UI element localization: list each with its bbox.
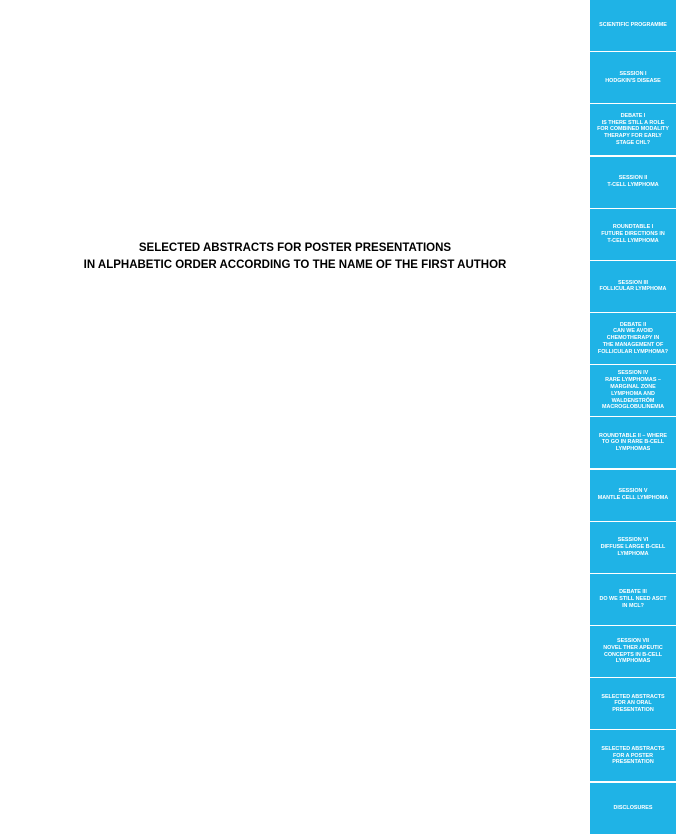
sidebar-item-label-line: MARGINAL ZONE [610, 383, 656, 390]
sidebar-item-session-6[interactable] [590, 522, 676, 573]
sidebar-item-debate-3[interactable] [590, 574, 676, 625]
sidebar-item-label [592, 22, 674, 29]
sidebar-item-label-line: RARE LYMPHOMAS – [605, 377, 661, 384]
sidebar-item-label-line: LYMPHOMA [617, 550, 649, 557]
page-title-line-2: IN ALPHABETIC ORDER ACCORDING TO THE NAME OF THE FIRST AUTHOR [83, 259, 507, 271]
sidebar-item-label-line: SESSION III [618, 279, 648, 286]
sidebar-item-label [592, 280, 674, 294]
sidebar-item-disclosures[interactable] [590, 783, 676, 834]
sidebar-item-label-line: SCIENTIFIC PROGRAMME [599, 22, 667, 29]
sidebar-item-label-line: IS THERE STILL A ROLE [601, 119, 665, 126]
sidebar-item-label-line: LYMPHOMAS [615, 446, 651, 453]
sidebar-item-label [592, 433, 674, 453]
sidebar-item-label-line: SESSION V [618, 488, 648, 495]
sidebar-item-label [592, 488, 674, 502]
sidebar-item-label-line: WALDENSTRÖM [611, 397, 655, 404]
sidebar-item-label-line: HODGKIN'S DISEASE [605, 77, 661, 84]
sidebar-item-label-line: FOR AN ORAL [614, 700, 652, 707]
sidebar-item-label [592, 113, 674, 147]
sidebar-item-oral-abstracts[interactable] [590, 678, 676, 729]
sidebar-item-label-line: CAN WE AVOID [613, 328, 653, 335]
sidebar-item-label-line: SESSION I [619, 70, 647, 77]
sidebar-item-label-line: SELECTED ABSTRACTS [601, 693, 665, 700]
sidebar-item-label [592, 224, 674, 244]
sidebar-item-roundtable-1[interactable] [590, 209, 676, 260]
sidebar-item-session-3[interactable] [590, 261, 676, 312]
sidebar-item-label-line: DIFFUSE LARGE B-CELL [600, 543, 666, 550]
sidebar-item-label-line: ROUNDTABLE II – WHERE [599, 432, 667, 439]
sidebar-item-label-line: TO GO IN RARE B-CELL [601, 439, 665, 446]
sidebar-item-label-line: NOVEL THER APEUTIC [603, 644, 663, 651]
sidebar-item-label-line: CHEMOTHERAPY IN [606, 335, 660, 342]
sidebar-item-label-line: LYMPHOMA AND [611, 390, 655, 397]
sidebar-item-label-line: DEBATE II [619, 321, 647, 328]
sidebar-item-label-line: SESSION II [618, 175, 648, 182]
sidebar-item-label [592, 746, 674, 766]
sidebar-item-label-line: FUTURE DIRECTIONS IN [601, 230, 665, 237]
sidebar-item-label-line: T-CELL LYMPHOMA [607, 182, 659, 189]
sidebar-item-label-line: SESSION VII [616, 637, 650, 644]
sidebar-item-label-line: THE MANAGEMENT OF [602, 341, 664, 348]
sidebar-item-label-line: PRESENTATION [612, 759, 654, 766]
sidebar-item-label-line: THERAPY FOR EARLY [604, 133, 662, 140]
sidebar-item-label [592, 638, 674, 665]
sidebar-item-label-line: MACROGLOBULINEMIA [602, 404, 664, 411]
sidebar-item-label-line: PRESENTATION [612, 707, 654, 714]
sidebar-item-label [592, 589, 674, 609]
sidebar-item-label-line: SESSION VI [617, 537, 649, 544]
sidebar-item-label [592, 322, 674, 356]
sidebar-item-label-line: SELECTED ABSTRACTS [601, 745, 665, 752]
sidebar-item-roundtable-2[interactable] [590, 417, 676, 468]
sidebar-item-label [592, 537, 674, 557]
sidebar-item-scientific-programme[interactable] [590, 0, 676, 51]
sidebar-item-session-1[interactable] [590, 52, 676, 103]
sidebar-item-label-line: MANTLE CELL LYMPHOMA [597, 495, 669, 502]
sidebar-item-label-line: CONCEPTS IN B-CELL [603, 651, 663, 658]
sidebar-item-label-line: FOR COMBINED MODALITY [597, 126, 669, 133]
sidebar-item-label-line: ROUNDTABLE I [612, 223, 654, 230]
sidebar-item-session-2[interactable] [590, 157, 676, 208]
sidebar-item-label-line: IN MCL? [622, 602, 644, 609]
sidebar-item-label [592, 805, 674, 812]
sidebar-item-label-line: FOR A POSTER [612, 752, 654, 759]
sidebar-item-label-line: SESSION IV [617, 370, 649, 377]
sidebar-item-session-7[interactable] [590, 626, 676, 677]
sidebar-item-label-line: DEBATE I [620, 112, 646, 119]
sidebar-item-label-line: DO WE STILL NEED ASCT [599, 595, 667, 602]
sidebar-item-label-line: T-CELL LYMPHOMA [607, 237, 659, 244]
page-title [0, 240, 590, 274]
sidebar-item-label-line: LYMPHOMAS [615, 658, 651, 665]
sidebar-item-session-4[interactable] [590, 365, 676, 416]
sidebar-item-label [592, 175, 674, 189]
sidebar-item-label-line: FOLLICULAR LYMPHOMA [599, 286, 667, 293]
sidebar-item-label-line: STAGE CHL? [615, 140, 651, 147]
sidebar-navigation [590, 0, 676, 836]
sidebar-item-session-5[interactable] [590, 470, 676, 521]
page-title-line-1: SELECTED ABSTRACTS FOR POSTER PRESENTATIONS [138, 242, 452, 254]
sidebar-item-label [592, 71, 674, 85]
sidebar-item-debate-2[interactable] [590, 313, 676, 364]
sidebar-item-label-line: FOLLICULAR LYMPHOMA? [597, 348, 669, 355]
sidebar-item-label-line: DEBATE III [619, 589, 647, 596]
sidebar-item-debate-1[interactable] [590, 104, 676, 155]
sidebar-item-label [592, 370, 674, 411]
sidebar-item-label [592, 694, 674, 714]
sidebar-item-label-line: DISCLOSURES [613, 804, 653, 811]
sidebar-item-poster-abstracts[interactable] [590, 730, 676, 781]
